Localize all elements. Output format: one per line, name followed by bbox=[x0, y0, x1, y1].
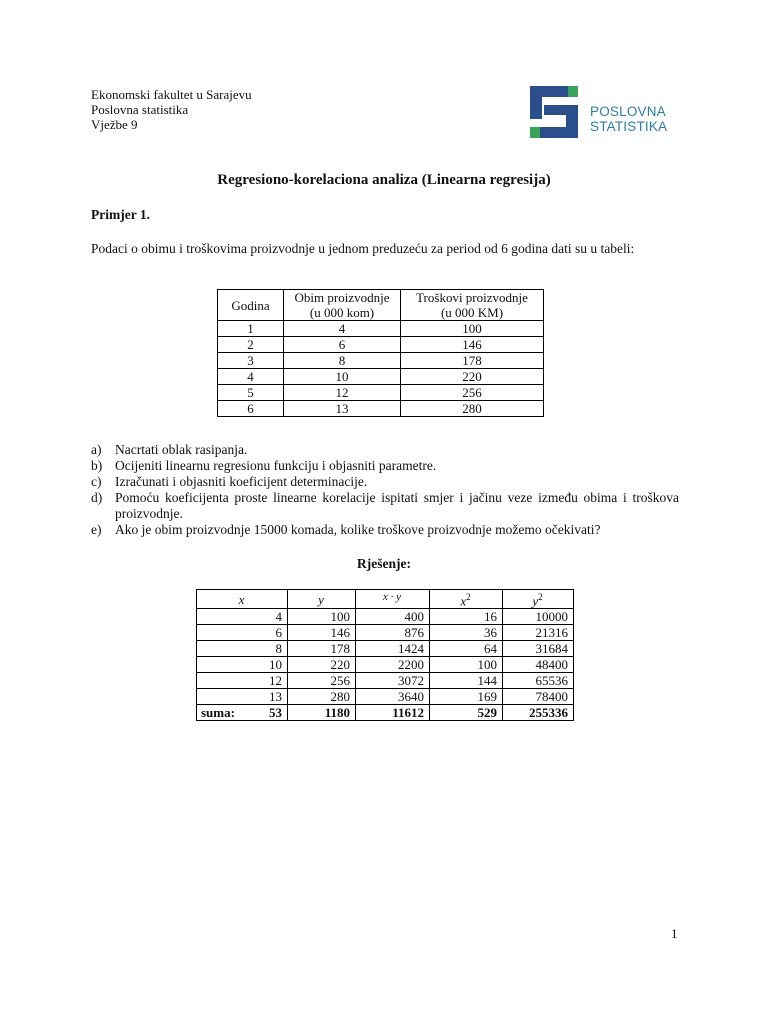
cell-godina: 5 bbox=[218, 385, 284, 401]
header-troskovi-line2: (u 000 KM) bbox=[440, 305, 504, 320]
sum-label: suma: bbox=[201, 705, 235, 721]
course-name: Poslovna statistika bbox=[91, 102, 189, 117]
table-row bbox=[197, 689, 574, 705]
cell-xy: 1424 bbox=[356, 641, 430, 657]
intro-paragraph: Podaci o obimu i troškovima proizvodnje u jednom preduzeću za period od 6 godina dati su u tabeli: bbox=[91, 241, 635, 256]
cell-xy: 3640 bbox=[356, 689, 430, 705]
solution-label: Rješenje: bbox=[357, 556, 411, 571]
cell-godina: 1 bbox=[218, 321, 284, 337]
cell-x-squared: 36 bbox=[430, 625, 503, 641]
data-table bbox=[217, 289, 544, 417]
header-y-squared bbox=[503, 590, 574, 609]
header-x-squared bbox=[430, 590, 503, 609]
cell-y: 146 bbox=[288, 625, 356, 641]
cell-y: 100 bbox=[288, 609, 356, 625]
cell-y-squared: 21316 bbox=[503, 625, 574, 641]
poslovna-statistika-logo bbox=[530, 86, 680, 138]
table-row bbox=[218, 337, 544, 353]
logo-text-line2: STATISTIKA bbox=[590, 119, 668, 134]
cell-godina: 2 bbox=[218, 337, 284, 353]
header-obim-line1: Obim proizvodnje bbox=[294, 290, 390, 305]
table-row bbox=[218, 401, 544, 417]
cell-y-squared: 65536 bbox=[503, 673, 574, 689]
cell-godina: 3 bbox=[218, 353, 284, 369]
header-y-squared-base: y bbox=[532, 593, 539, 609]
cell-y: 178 bbox=[288, 641, 356, 657]
cell-y: 256 bbox=[288, 673, 356, 689]
table-row bbox=[197, 673, 574, 689]
table-row bbox=[197, 641, 574, 657]
list-item bbox=[91, 474, 679, 490]
logo-mark-icon bbox=[530, 86, 582, 138]
task-text: Nacrtati oblak rasipanja. bbox=[115, 442, 248, 457]
task-marker: a) bbox=[91, 442, 102, 457]
header-y-squared-exponent: 2 bbox=[538, 592, 543, 602]
cell-sum-y-squared: 255336 bbox=[503, 705, 574, 721]
header-obim-line2: (u 000 kom) bbox=[309, 305, 375, 320]
cell-xy: 876 bbox=[356, 625, 430, 641]
cell-troskovi: 100 bbox=[401, 321, 544, 337]
cell-x-squared: 100 bbox=[430, 657, 503, 673]
cell-y-squared: 48400 bbox=[503, 657, 574, 673]
cell-sum-xy: 11612 bbox=[356, 705, 430, 721]
logo-text-line1: POSLOVNA bbox=[590, 104, 666, 119]
page-number: 1 bbox=[671, 926, 678, 941]
task-text: Ako je obim proizvodnje 15000 komada, kolike troškove proizvodnje možemo očekivati? bbox=[115, 522, 601, 537]
page-title: Regresiono-korelaciona analiza (Linearna regresija) bbox=[217, 172, 551, 188]
cell-x: 8 bbox=[197, 641, 288, 657]
list-item bbox=[91, 442, 679, 458]
task-list bbox=[91, 442, 679, 538]
task-marker: c) bbox=[91, 474, 102, 489]
header-x-squared-exponent: 2 bbox=[466, 592, 471, 602]
cell-y-squared: 10000 bbox=[503, 609, 574, 625]
cell-obim: 12 bbox=[284, 385, 401, 401]
header-xy: x · y bbox=[356, 590, 430, 609]
faculty-name: Ekonomski fakultet u Sarajevu bbox=[91, 87, 252, 102]
cell-y-squared: 78400 bbox=[503, 689, 574, 705]
cell-troskovi: 146 bbox=[401, 337, 544, 353]
cell-obim: 4 bbox=[284, 321, 401, 337]
document-header bbox=[91, 87, 252, 132]
table-row bbox=[218, 321, 544, 337]
header-y: y bbox=[288, 590, 356, 609]
task-marker: e) bbox=[91, 522, 102, 537]
cell-xy: 3072 bbox=[356, 673, 430, 689]
task-marker: b) bbox=[91, 458, 103, 473]
table-row bbox=[197, 657, 574, 673]
cell-x: 4 bbox=[197, 609, 288, 625]
table-header-row bbox=[197, 590, 574, 609]
cell-troskovi: 280 bbox=[401, 401, 544, 417]
header-obim bbox=[284, 290, 401, 321]
header-godina: Godina bbox=[218, 290, 284, 321]
header-troskovi-line1: Troškovi proizvodnje bbox=[416, 290, 528, 305]
table-row bbox=[197, 609, 574, 625]
cell-x-squared: 16 bbox=[430, 609, 503, 625]
list-item bbox=[91, 458, 679, 474]
cell-sum-y: 1180 bbox=[288, 705, 356, 721]
table-row bbox=[218, 353, 544, 369]
header-troskovi bbox=[401, 290, 544, 321]
cell-xy: 2200 bbox=[356, 657, 430, 673]
header-x: x bbox=[197, 590, 288, 609]
cell-y: 280 bbox=[288, 689, 356, 705]
task-text: Pomoću koeficijenta proste linearne korelacije ispitati smjer i jačinu veze između obima i troškova proizvodnje. bbox=[115, 490, 679, 521]
task-marker: d) bbox=[91, 490, 103, 505]
cell-godina: 4 bbox=[218, 369, 284, 385]
cell-x: 6 bbox=[197, 625, 288, 641]
task-text: Izračunati i objasniti koeficijent determinacije. bbox=[115, 474, 368, 489]
cell-obim: 13 bbox=[284, 401, 401, 417]
table-header-row bbox=[218, 290, 544, 321]
list-item bbox=[91, 522, 679, 538]
cell-troskovi: 220 bbox=[401, 369, 544, 385]
cell-sum-x-squared: 529 bbox=[430, 705, 503, 721]
task-text: Ocijeniti linearnu regresionu funkciju i objasniti parametre. bbox=[115, 458, 437, 473]
cell-godina: 6 bbox=[218, 401, 284, 417]
exercise-number: Vježbe 9 bbox=[91, 117, 138, 132]
cell-obim: 8 bbox=[284, 353, 401, 369]
cell-x-squared: 169 bbox=[430, 689, 503, 705]
cell-x: 12 bbox=[197, 673, 288, 689]
cell-sum-x bbox=[197, 705, 288, 721]
cell-troskovi: 178 bbox=[401, 353, 544, 369]
header-x-squared-base: x bbox=[460, 593, 467, 609]
sum-x-value: 53 bbox=[269, 705, 282, 721]
cell-y: 220 bbox=[288, 657, 356, 673]
table-row bbox=[218, 369, 544, 385]
cell-troskovi: 256 bbox=[401, 385, 544, 401]
cell-y-squared: 31684 bbox=[503, 641, 574, 657]
cell-obim: 10 bbox=[284, 369, 401, 385]
list-item bbox=[91, 490, 679, 522]
example-label: Primjer 1. bbox=[91, 207, 150, 222]
cell-x-squared: 144 bbox=[430, 673, 503, 689]
cell-x: 10 bbox=[197, 657, 288, 673]
cell-obim: 6 bbox=[284, 337, 401, 353]
solution-table bbox=[196, 589, 574, 721]
cell-x: 13 bbox=[197, 689, 288, 705]
cell-x-squared: 64 bbox=[430, 641, 503, 657]
sum-row bbox=[197, 705, 574, 721]
table-row bbox=[197, 625, 574, 641]
cell-xy: 400 bbox=[356, 609, 430, 625]
table-row bbox=[218, 385, 544, 401]
